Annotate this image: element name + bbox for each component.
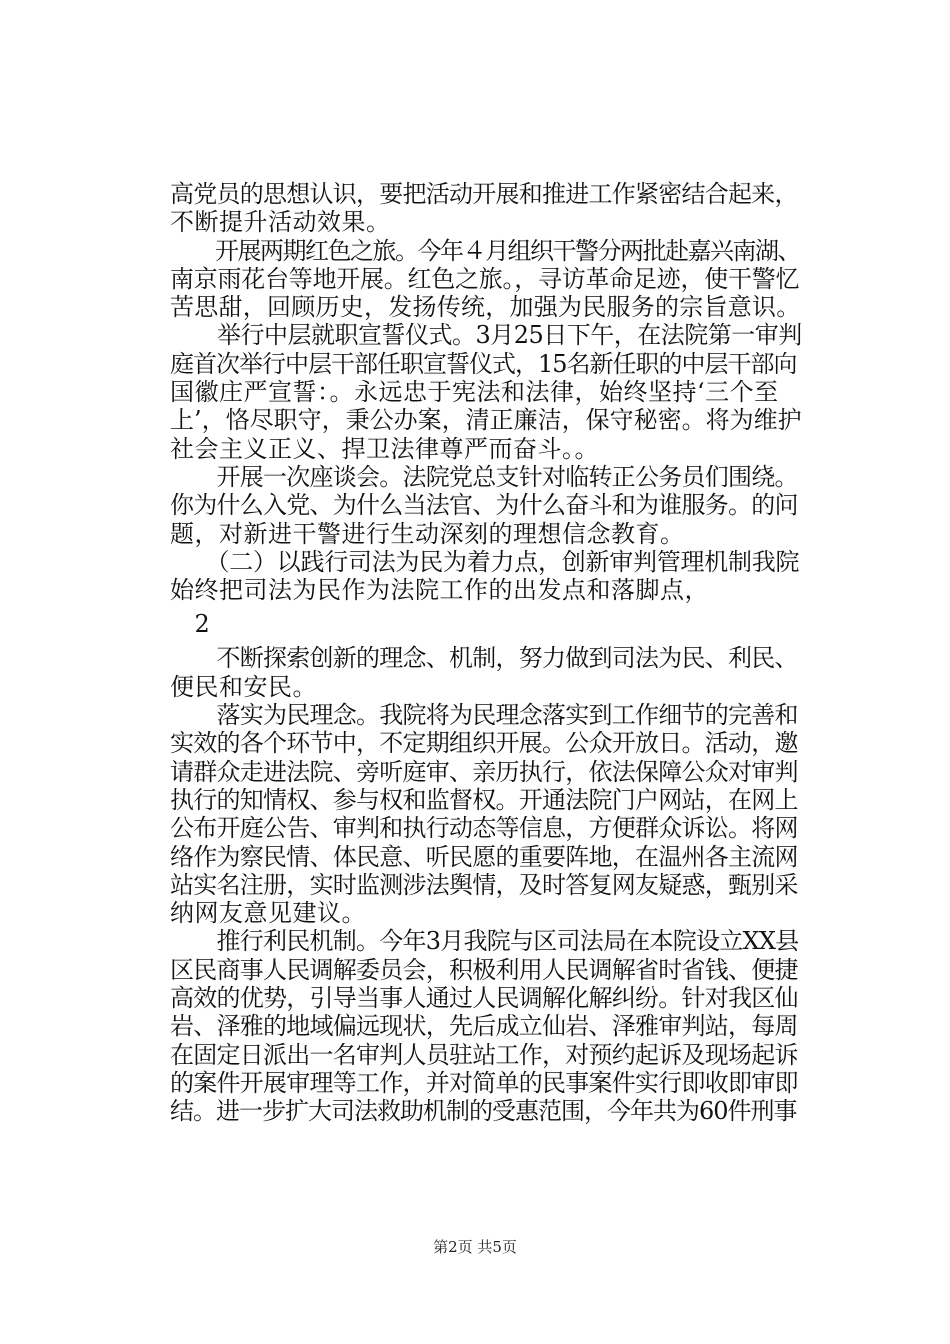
- text-line: 在固定日派出一名审判人员驻站工作，对预约起诉及现场起诉: [170, 1040, 798, 1069]
- text-line: 不断探索创新的理念、机制，努力做到司法为民、利民、: [170, 644, 798, 673]
- page-footer: 第2页 共5页: [433, 1238, 517, 1256]
- text-line: 推行利民机制。今年3月我院与区司法局在本院设立XX县: [170, 927, 799, 956]
- text-line: 高效的优势，引导当事人通过人民调解化解纠纷。针对我区仙: [170, 984, 798, 1013]
- text-line: 实效的各个环节中，不定期组织开展。公众开放日。活动，邀: [170, 729, 798, 758]
- text-line: 庭首次举行中层干部任职宣誓仪式，15名新任职的中层干部向: [170, 349, 797, 378]
- text-line: 站实名注册，实时监测涉法舆情，及时答复网友疑惑，甄别采: [170, 870, 798, 899]
- text-line: 络作为察民情、体民意、听民愿的重要阵地，在温州各主流网: [170, 842, 798, 871]
- text-line: 高党员的思想认识，要把活动开展和推进工作紧密结合起来，: [170, 180, 798, 208]
- text-line: 举行中层就职宣誓仪式。3月25日下午，在法院第一审判: [170, 321, 802, 350]
- text-line: 苦思甜，回顾历史，发扬传统，加强为民服务的宗旨意识。: [170, 293, 801, 322]
- text-line: 纳网友意见建议。: [170, 899, 366, 928]
- text-line: 开展一次座谈会。法院党总支针对临转正公务员们围绕。: [170, 462, 798, 491]
- text-line: 国徽庄严宣誓：。永远忠于宪法和法律，始终坚持‘三个至: [170, 378, 779, 407]
- inline-page-number: 2: [170, 610, 211, 639]
- text-line: 题，对新进干警进行生动深刻的理想信念教育。: [170, 519, 685, 548]
- text-line: 请群众走进法院、旁听庭审、亲历执行，依法保障公众对审判: [170, 757, 798, 786]
- text-line: 你为什么入党、为什么当法官、为什么奋斗和为谁服务。的问: [170, 491, 798, 520]
- text-line: 执行的知情权、参与权和监督权。开通法院门户网站，在网上: [170, 785, 798, 814]
- text-line: 便民和安民。: [170, 672, 317, 701]
- text-line: 岩、泽雅的地域偏远现状，先后成立仙岩、泽雅审判站，每周: [170, 1012, 798, 1041]
- text-line: 始终把司法为民作为法院工作的出发点和落脚点，: [170, 576, 709, 605]
- text-line: 开展两期红色之旅。今年４月组织干警分两批赴嘉兴南湖、: [170, 236, 800, 265]
- text-line: （二）以践行司法为民为着力点，创新审判管理机制我院: [170, 547, 800, 576]
- text-line: 落实为民理念。我院将为民理念落实到工作细节的完善和: [170, 701, 798, 730]
- text-line: 南京雨花台等地开展。红色之旅。，寻访革命足迹，使干警忆: [170, 264, 800, 293]
- text-line: 区民商事人民调解委员会，积极利用人民调解省时省钱、便捷: [170, 955, 798, 984]
- text-line: 不断提升活动效果。: [170, 208, 391, 237]
- text-line: 结。进一步扩大司法救助机制的受惠范围，今年共为60件刑事: [170, 1097, 797, 1126]
- text-line: 公布开庭公告、审判和执行动态等信息，方便群众诉讼。将网: [170, 814, 798, 843]
- text-line: 的案件开展审理等工作，并对简单的民事案件实行即收即审即: [170, 1068, 798, 1097]
- document-body: [170, 180, 802, 1126]
- text-line: 上’，恪尽职守，秉公办案，清正廉洁，保守秘密。将为维护: [170, 406, 802, 435]
- text-line: 社会主义正义、捍卫法律尊严而奋斗。。: [170, 434, 599, 463]
